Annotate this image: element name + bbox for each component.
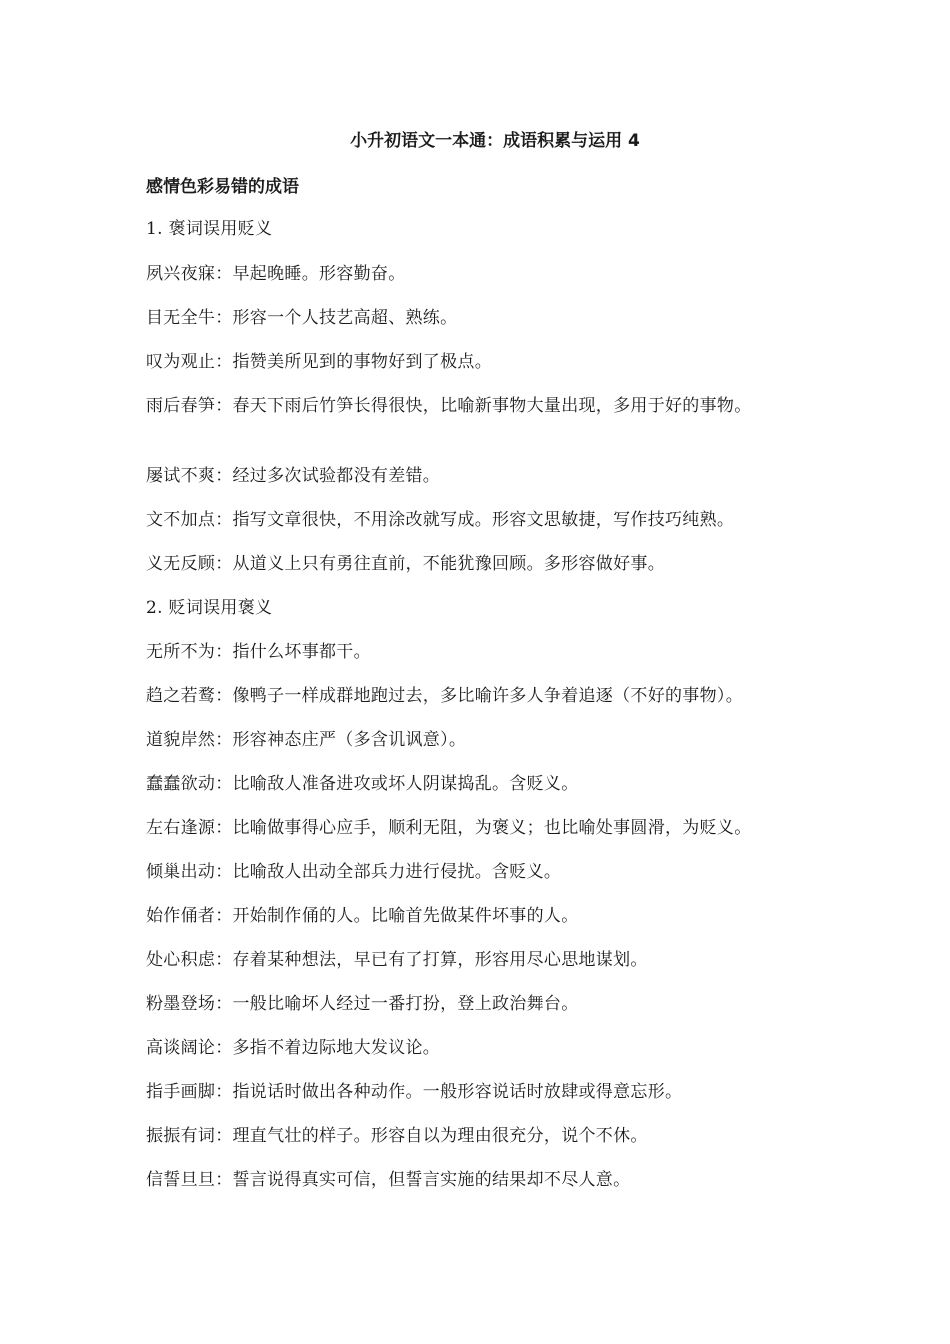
idiom-entry: 蠢蠢欲动：比喻敌人准备进攻或坏人阴谋捣乱。含贬义。	[146, 774, 579, 794]
idiom-entry: 叹为观止：指赞美所见到的事物好到了极点。	[146, 352, 492, 372]
idiom-entry: 目无全牛：形容一个人技艺高超、熟练。	[146, 308, 458, 328]
idiom-entry: 振振有词：理直气壮的样子。形容自以为理由很充分，说个不休。	[146, 1126, 648, 1146]
idiom-entry: 粉墨登场：一般比喻坏人经过一番打扮，登上政治舞台。	[146, 994, 579, 1014]
subsection-heading: 2. 贬词误用褒义	[146, 598, 273, 618]
idiom-entry: 雨后春笋：春天下雨后竹笋长得很快，比喻新事物大量出现，多用于好的事物。	[146, 396, 752, 416]
idiom-entry: 义无反顾：从道义上只有勇往直前，不能犹豫回顾。多形容做好事。	[146, 554, 665, 574]
idiom-entry: 处心积虑：存着某种想法，早已有了打算，形容用尽心思地谋划。	[146, 950, 648, 970]
idiom-entry: 屡试不爽：经过多次试验都没有差错。	[146, 466, 441, 486]
idiom-entry: 倾巢出动：比喻敌人出动全部兵力进行侵扰。含贬义。	[146, 862, 562, 882]
idiom-entry: 夙兴夜寐：早起晚睡。形容勤奋。	[146, 264, 406, 284]
idiom-entry: 高谈阔论：多指不着边际地大发议论。	[146, 1038, 441, 1058]
section-heading: 感情色彩易错的成语	[146, 177, 299, 197]
idiom-entry: 始作俑者：开始制作俑的人。比喻首先做某件坏事的人。	[146, 906, 579, 926]
page-title: 小升初语文一本通：成语积累与运用 4	[350, 131, 640, 151]
idiom-entry: 指手画脚：指说话时做出各种动作。一般形容说话时放肆或得意忘形。	[146, 1082, 683, 1102]
subsection-heading: 1. 褒词误用贬义	[146, 219, 273, 239]
idiom-entry: 趋之若鹜：像鸭子一样成群地跑过去，多比喻许多人争着追逐（不好的事物）。	[146, 686, 743, 706]
idiom-entry: 信誓旦旦：誓言说得真实可信，但誓言实施的结果却不尽人意。	[146, 1170, 631, 1190]
idiom-entry: 无所不为：指什么坏事都干。	[146, 642, 371, 662]
idiom-entry: 左右逢源：比喻做事得心应手，顺利无阻，为褒义；也比喻处事圆滑，为贬义。	[146, 818, 752, 838]
idiom-entry: 道貌岸然：形容神态庄严（多含讥讽意）。	[146, 730, 467, 750]
idiom-entry: 文不加点：指写文章很快，不用涂改就写成。形容文思敏捷，写作技巧纯熟。	[146, 510, 735, 530]
